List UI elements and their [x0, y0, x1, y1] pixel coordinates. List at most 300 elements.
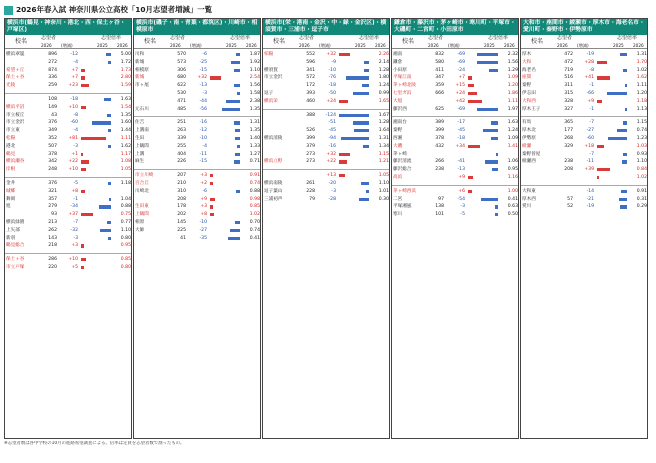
applicants-header: 志望者 — [299, 35, 315, 41]
table-row — [134, 143, 260, 150]
change-value: -124 — [325, 112, 336, 118]
change-value: -60 — [586, 136, 594, 141]
change-value: +3 — [200, 173, 207, 179]
change-value: -10 — [199, 136, 207, 141]
school-name: 横浜緑園 — [6, 220, 25, 225]
decrease-bar — [109, 198, 111, 201]
group-divider — [5, 93, 131, 94]
table-row — [521, 74, 647, 81]
table-row — [5, 51, 131, 58]
table-row — [263, 188, 389, 195]
ratio-value: 1.62 — [636, 75, 647, 81]
ratio-value: 1.31 — [636, 52, 647, 57]
change-value: -19 — [586, 204, 594, 210]
change-value: -25 — [199, 59, 207, 65]
school-name: 藤沢清流 — [393, 159, 412, 165]
school-name: 百合丘 — [135, 181, 149, 186]
ratio-value: 1.73 — [120, 67, 131, 73]
change-value: -11 — [199, 151, 207, 157]
table-row — [5, 74, 131, 81]
ratio-header: 志望倍率 — [488, 35, 509, 41]
school-name: 横浜瀬谷 — [6, 159, 25, 165]
table-row — [134, 180, 260, 187]
change-value: -13 — [457, 167, 465, 173]
table-row — [5, 151, 131, 158]
school-name: 鶴見 — [6, 151, 16, 157]
applicant-count: 874 — [48, 67, 57, 73]
applicant-count: 896 — [48, 52, 57, 57]
change-label: (増減) — [190, 43, 202, 48]
table-row — [521, 143, 647, 150]
school-name: 川和 — [135, 52, 145, 57]
change-value: +13 — [326, 173, 336, 179]
applicant-count: 460 — [306, 98, 315, 104]
decrease-bar — [607, 92, 627, 95]
ratio-value: 1.58 — [249, 91, 260, 96]
region-heading: 大和市・座間市・綾瀬市・厚木市・海老名市・愛川町・秦野市・伊勢原市 — [521, 19, 647, 35]
applicant-count: 138 — [435, 204, 444, 210]
change-value: +10 — [68, 167, 78, 173]
school-name: 岸根 — [6, 167, 16, 173]
decrease-bar — [625, 84, 627, 87]
ratio-value: 1.06 — [507, 159, 518, 165]
applicant-count: 79 — [309, 196, 315, 202]
ratio-value: 1.63 — [507, 120, 518, 126]
change-label: (増減) — [577, 43, 589, 48]
decrease-bar — [228, 237, 240, 240]
school-name: 二宮 — [393, 196, 403, 202]
change-value: +18 — [584, 143, 594, 149]
applicant-count: 327 — [564, 106, 573, 112]
table-row — [5, 59, 131, 66]
ratio-value: 0.95 — [507, 167, 518, 173]
table-row — [5, 235, 131, 242]
ratio-value: 0.74 — [249, 227, 260, 233]
applicant-count: 261 — [306, 181, 315, 186]
increase-bar — [81, 137, 106, 140]
decrease-bar — [99, 205, 111, 208]
ratio-header: 志望倍率 — [230, 35, 251, 41]
decrease-bar — [237, 92, 240, 95]
table-row — [263, 119, 389, 126]
applicant-count: 378 — [435, 136, 444, 141]
applicant-count: 52 — [567, 204, 573, 210]
applicant-count: 218 — [48, 243, 57, 249]
school-name: 茅ヶ崎 — [393, 151, 407, 157]
applicant-count: 471 — [177, 98, 186, 104]
increase-bar — [81, 160, 89, 163]
table-row — [5, 180, 131, 187]
change-label: (増減) — [319, 43, 331, 48]
ratio-value: 1.87 — [249, 52, 260, 57]
decrease-bar — [341, 137, 369, 140]
school-name: 湘南台 — [393, 120, 407, 126]
decrease-bar — [104, 98, 111, 101]
ratio-value: 1.21 — [378, 159, 389, 165]
table-row — [5, 119, 131, 126]
change-value: -14 — [586, 188, 594, 194]
change-value: +7 — [458, 75, 465, 81]
decrease-bar — [339, 114, 369, 117]
increase-bar — [468, 84, 474, 87]
year-now-ratio-label: 2026 — [633, 43, 644, 48]
decrease-bar — [620, 205, 627, 208]
table-row — [5, 143, 131, 150]
year-now-ratio-label: 2026 — [375, 43, 386, 48]
table-row — [134, 59, 260, 66]
school-name: 横浜清陵 — [264, 136, 283, 141]
table-row — [392, 106, 518, 113]
applicant-count: 376 — [48, 181, 57, 186]
ratio-value: 1.15 — [636, 120, 647, 126]
ratio-value: 0.91 — [636, 188, 647, 194]
table-row — [263, 158, 389, 165]
ratio-value: 1.23 — [636, 136, 647, 141]
school-name: 相模原 — [135, 67, 149, 73]
decrease-bar — [231, 61, 240, 64]
change-value: +41 — [584, 75, 594, 81]
ratio-value: 0.99 — [378, 91, 389, 96]
applicants-header: 志望者 — [428, 35, 444, 41]
change-value: -44 — [199, 98, 207, 104]
change-value: -6 — [202, 188, 207, 194]
applicant-count: 266 — [435, 159, 444, 165]
table-row — [521, 151, 647, 158]
school-name: 市立川崎 — [135, 173, 154, 179]
applicant-count: 208 — [564, 167, 573, 173]
applicant-count: 268 — [564, 136, 573, 141]
ratio-value: 0.71 — [249, 159, 260, 165]
decrease-bar — [485, 160, 498, 163]
decrease-bar — [362, 84, 369, 87]
applicant-count: 432 — [435, 143, 444, 149]
ratio-value: 2.38 — [249, 98, 260, 104]
school-name: 秦野 — [393, 128, 403, 134]
ratio-value: 1.56 — [249, 83, 260, 89]
ratio-value: 1.35 — [120, 112, 131, 118]
decrease-bar — [222, 108, 240, 111]
applicant-count: 97 — [438, 196, 444, 202]
ratio-value: 0.70 — [249, 220, 260, 225]
change-label: (増減) — [61, 43, 73, 48]
applicant-count: 399 — [435, 128, 444, 134]
school-header: 校名 — [144, 38, 157, 45]
table-row — [134, 82, 260, 89]
school-name: 伊志田 — [522, 91, 536, 96]
applicant-count: 389 — [435, 120, 444, 126]
change-value: -45 — [457, 128, 465, 134]
ratio-value: 1.02 — [636, 175, 647, 180]
school-name: 厚木王子 — [522, 106, 541, 112]
table-row — [5, 104, 131, 111]
group-divider — [521, 185, 647, 186]
change-value: +3 — [200, 204, 207, 210]
applicant-count: 259 — [48, 83, 57, 89]
ratio-value: 1.59 — [120, 83, 131, 89]
ratio-value: 2.26 — [378, 52, 389, 57]
year-prev-label: 2025 — [226, 43, 237, 48]
applicant-count: 378 — [48, 151, 57, 157]
change-value: -35 — [199, 235, 207, 241]
table-row — [5, 82, 131, 89]
table-row — [5, 264, 131, 271]
school-name: 住吉 — [135, 120, 145, 126]
table-row — [5, 67, 131, 74]
school-name: 厚木北 — [522, 128, 536, 134]
increase-bar — [339, 153, 350, 156]
table-row — [5, 211, 131, 218]
ratio-value: 0.91 — [249, 173, 260, 179]
increase-bar — [81, 84, 89, 87]
ratio-value: 2.54 — [249, 75, 260, 81]
decrease-bar — [353, 121, 369, 124]
change-value: -56 — [199, 106, 207, 112]
applicants-header: 志望者 — [557, 35, 573, 41]
ratio-value: 0.98 — [249, 196, 260, 202]
change-value: +32 — [197, 75, 207, 81]
table-row — [5, 203, 131, 210]
increase-bar — [210, 76, 221, 79]
school-name: 鶴見総合 — [6, 243, 25, 249]
table-row — [392, 98, 518, 105]
ratio-value: 0.77 — [120, 220, 131, 225]
school-name: 三浦初声 — [264, 196, 283, 202]
ratio-value: 0.30 — [378, 196, 389, 202]
decrease-bar — [625, 108, 627, 111]
group-divider — [5, 253, 131, 254]
year-now-label: 2026 — [299, 43, 310, 48]
ratio-value: 0.85 — [120, 257, 131, 263]
ratio-value: 1.33 — [249, 143, 260, 149]
change-value: -5 — [73, 181, 78, 186]
table-row — [263, 90, 389, 97]
applicant-count: 342 — [48, 159, 57, 165]
school-name: 麻生 — [135, 159, 145, 165]
increase-bar — [339, 174, 345, 177]
ratio-value: 0.93 — [636, 151, 647, 157]
ratio-value: 5.00 — [120, 52, 131, 57]
table-row — [392, 82, 518, 89]
ratio-value: 1.62 — [120, 143, 131, 149]
ratio-header: 志望倍率 — [101, 35, 122, 41]
table-row — [392, 143, 518, 150]
title-square-icon — [4, 6, 13, 15]
table-row — [134, 227, 260, 234]
applicant-count: 273 — [306, 159, 315, 165]
change-value: +23 — [68, 83, 78, 89]
school-name: 座間 — [522, 75, 532, 81]
increase-bar — [210, 213, 214, 216]
change-value: -94 — [328, 136, 336, 141]
ratio-value: 0.74 — [636, 128, 647, 134]
change-value: -1 — [589, 106, 594, 112]
ratio-value: 1.29 — [507, 67, 518, 73]
applicant-count: 328 — [564, 98, 573, 104]
applicant-count: 379 — [306, 143, 315, 149]
change-value: -69 — [457, 52, 465, 57]
table-row — [134, 98, 260, 105]
school-name: 新羽 — [6, 235, 16, 241]
applicant-count: 622 — [177, 83, 186, 89]
school-name: 光陵 — [6, 83, 16, 89]
change-value: +42 — [455, 98, 465, 104]
change-value: -4 — [73, 59, 78, 65]
change-value: +10 — [68, 104, 78, 110]
decrease-bar — [108, 129, 111, 132]
applicant-count: 376 — [48, 120, 57, 126]
decrease-bar — [619, 198, 627, 201]
decrease-bar — [477, 53, 498, 56]
table-row — [263, 112, 389, 119]
table-row — [521, 203, 647, 210]
change-value: +10 — [68, 257, 78, 263]
change-value: -4 — [202, 143, 207, 149]
ratio-value: 1.64 — [378, 128, 389, 134]
decrease-bar — [361, 182, 369, 185]
change-value: -28 — [328, 196, 336, 202]
table-row — [134, 51, 260, 58]
applicant-count: 210 — [177, 181, 186, 186]
change-value: -12 — [70, 52, 78, 57]
change-value: -69 — [457, 106, 465, 112]
decrease-bar — [495, 213, 498, 216]
school-name: 舞岡 — [6, 196, 16, 202]
table-row — [521, 119, 647, 126]
applicant-count: 832 — [435, 52, 444, 57]
school-name: 松陽 — [6, 136, 16, 141]
school-name: 海老名 — [522, 67, 536, 73]
ratio-value: 1.10 — [378, 181, 389, 186]
increase-bar — [468, 145, 480, 148]
school-name: 新城 — [135, 59, 145, 65]
change-value: -60 — [70, 120, 78, 126]
change-value: -7 — [73, 220, 78, 225]
ratio-value: 1.17 — [120, 151, 131, 157]
increase-bar — [597, 168, 610, 171]
table-row — [392, 166, 518, 173]
ratio-value: 1.02 — [249, 212, 260, 218]
increase-bar — [210, 198, 215, 201]
change-value: +24 — [326, 98, 336, 104]
increase-bar — [468, 190, 472, 193]
table-row — [134, 172, 260, 179]
school-name: 市立戸塚 — [6, 265, 25, 270]
decrease-bar — [481, 198, 498, 201]
ratio-value: 1.35 — [249, 106, 260, 112]
table-row — [521, 196, 647, 203]
applicant-count: 226 — [177, 159, 186, 165]
table-row — [392, 74, 518, 81]
decrease-bar — [226, 100, 240, 103]
table-row — [5, 242, 131, 249]
increase-bar — [81, 153, 83, 156]
ratio-value: 1.01 — [378, 188, 389, 194]
year-prev-label: 2025 — [484, 43, 495, 48]
school-name: 藤沢総合 — [393, 167, 412, 173]
table-row — [5, 112, 131, 119]
decrease-bar — [620, 53, 627, 56]
school-name: 生田 — [135, 136, 145, 141]
table-row — [134, 158, 260, 165]
applicant-count: 329 — [564, 143, 573, 149]
change-value: -1 — [73, 196, 78, 202]
applicant-count: 352 — [48, 136, 57, 141]
applicant-count: 666 — [435, 91, 444, 96]
change-value: -66 — [586, 91, 594, 96]
table-row — [392, 174, 518, 181]
ratio-value: 1.20 — [636, 91, 647, 96]
ratio-value: 1.70 — [636, 59, 647, 65]
table-row — [521, 51, 647, 58]
ratio-value: 0.63 — [507, 204, 518, 210]
school-name: 七里ガ浜 — [393, 91, 412, 96]
decrease-bar — [364, 61, 369, 64]
school-name: 希望ヶ丘 — [6, 67, 25, 73]
applicant-count: 101 — [435, 212, 444, 218]
decrease-bar — [108, 182, 111, 185]
ratio-value: 1.09 — [507, 75, 518, 81]
ratio-value: 1.24 — [378, 83, 389, 89]
table-row — [5, 158, 131, 165]
table-row — [5, 256, 131, 263]
change-value: -16 — [328, 143, 336, 149]
applicant-count: 220 — [48, 265, 57, 270]
change-value: -3 — [73, 235, 78, 241]
change-value: -51 — [328, 120, 336, 126]
table-row — [134, 119, 260, 126]
table-row — [521, 82, 647, 89]
group-divider — [392, 185, 518, 186]
applicant-count: 530 — [177, 91, 186, 96]
table-row — [263, 51, 389, 58]
change-value: -9 — [331, 59, 336, 65]
change-value: -3 — [202, 91, 207, 96]
applicant-count: 357 — [48, 196, 57, 202]
applicants-header: 志望者 — [41, 35, 57, 41]
school-list — [263, 49, 389, 438]
ratio-value: 1.72 — [120, 59, 131, 65]
decrease-bar — [236, 53, 240, 56]
ratio-value: 1.92 — [249, 59, 260, 65]
school-name: 保土ヶ谷 — [6, 257, 25, 263]
decrease-bar — [108, 145, 111, 148]
school-name: 西湘 — [393, 136, 403, 141]
school-name: 金井 — [6, 181, 16, 186]
ratio-value: 1.04 — [120, 196, 131, 202]
increase-bar — [81, 76, 85, 79]
table-row — [521, 166, 647, 173]
change-value: +8 — [200, 212, 207, 218]
region-column — [262, 18, 390, 439]
applicant-count: 286 — [48, 257, 57, 263]
school-name: 生田東 — [135, 204, 149, 210]
applicant-count: 315 — [564, 91, 573, 96]
increase-bar — [597, 76, 610, 79]
region-column — [520, 18, 648, 439]
school-name: 鎌倉 — [393, 59, 403, 65]
table-row — [263, 74, 389, 81]
applicant-count: 472 — [564, 52, 573, 57]
table-row — [263, 127, 389, 134]
change-value: +7 — [71, 75, 78, 81]
table-row — [134, 203, 260, 210]
ratio-value: 1.11 — [120, 136, 131, 141]
increase-bar — [468, 176, 473, 179]
decrease-bar — [237, 145, 240, 148]
table-row — [134, 106, 260, 113]
year-now-ratio-label: 2026 — [117, 43, 128, 48]
table-row — [263, 180, 389, 187]
